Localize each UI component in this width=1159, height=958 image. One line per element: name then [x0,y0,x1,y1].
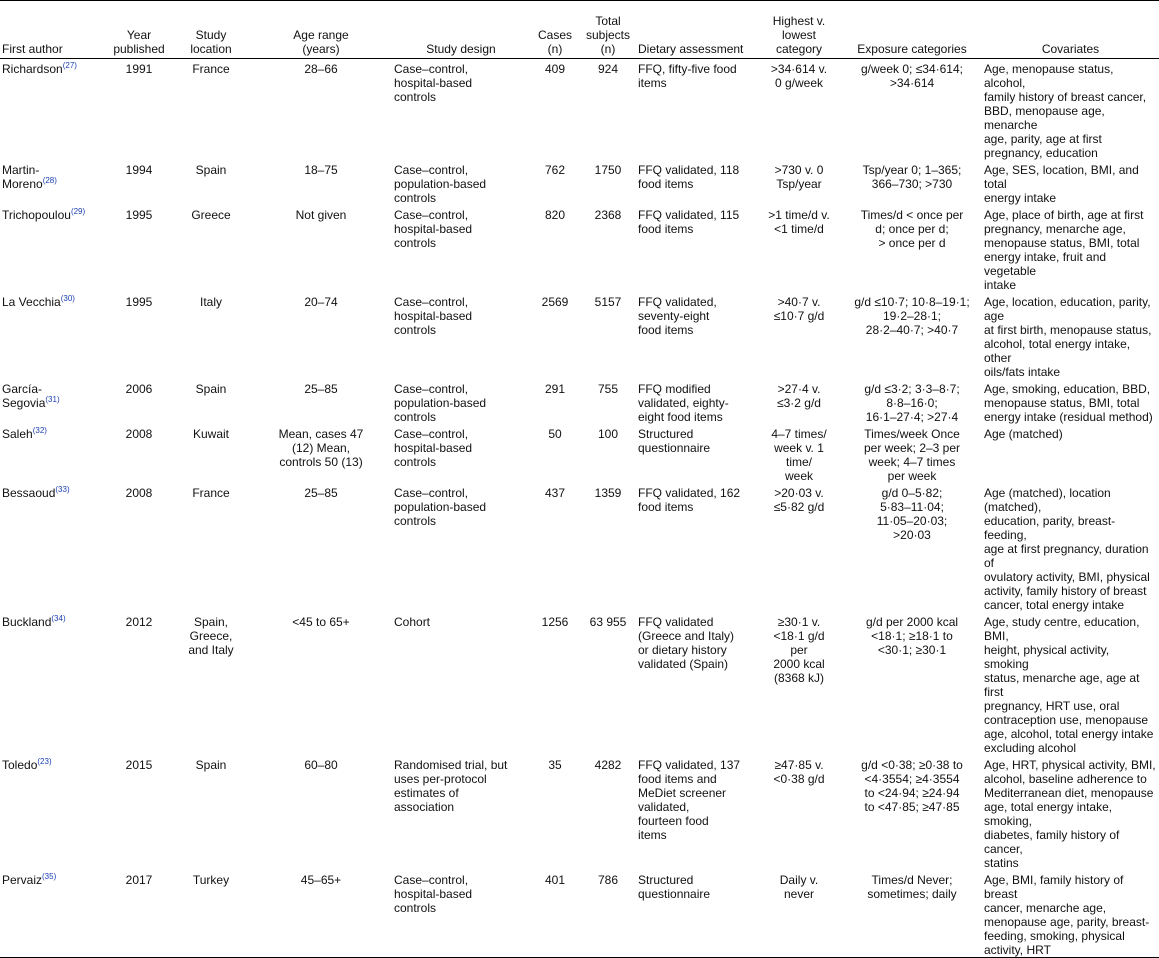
header-highest-lowest: Highest v. lowest category [756,1,842,59]
dietary-assessment-cell: FFQ validated, 162 food items [638,486,741,514]
covariates-cell: Age, study centre, education, BMI, height, physical activity, smoking status, menarche age, age at first pregnancy, HRT use, oral contraception use, menopause age, alcohol, total energy intake excluding alcohol [984,615,1154,755]
year-cell: 1995 [125,295,153,309]
author-name: Saleh [2,427,33,441]
reference-link[interactable]: (28) [42,176,57,185]
author-cell [0,755,106,870]
covariates-cell: Age, HRT, physical activity, BMI, alcohol, baseline adherence to Mediterranean diet, menopause age, total energy intake, smoking, diabetes, family history of cancer, statins [984,758,1156,870]
table-row [0,870,1159,958]
exposure-categories-cell: g/d ≤10·7; 10·8–19·1; 19·2–28·1; 28·2–40·7; >40·7 [854,295,970,337]
dietary-assessment-cell: FFQ validated, 115 food items [638,208,740,236]
dietary-assessment-cell: FFQ validated (Greece and Italy) or dietary history validated (Spain) [638,615,735,671]
covariates-cell: Age, place of birth, age at first pregnancy, menarche age, menopause status, BMI, total energy intake, fruit and vegetable intake [984,208,1144,292]
table-row [0,379,1159,424]
year-cell: 2008 [125,427,153,441]
highest-lowest-cell: >20·03 v. ≤5·82 g/d [773,486,825,514]
exposure-categories-cell: g/d ≤3·2; 3·3–8·7; 8·8–16·0; 16·1–27·4; >27·4 [864,382,960,424]
author-cell [0,59,106,161]
highest-lowest-cell: >1 time/d v. <1 time/d [768,208,830,236]
highest-lowest-cell: Daily v. never [756,870,842,958]
exposure-categories-cell: g/d <0·38; ≥0·38 to <4·3554; ≥4·3554 to <24·94; ≥24·94 to <47·85; ≥47·85 [861,758,963,814]
year-cell: 2012 [125,615,153,629]
age-range-cell: Not given [295,208,347,222]
author-name: Bessaoud [2,486,56,500]
reference-link[interactable]: (27) [62,61,77,70]
cases-cell: 762 [544,163,566,177]
author-cell [0,612,106,755]
age-range-cell: 60–80 [304,758,338,772]
study-design-cell: Case–control, population-based controls [394,382,487,424]
table-row [0,292,1159,379]
reference-link[interactable]: (33) [55,485,70,494]
table-row [0,424,1159,483]
table-row [0,160,1159,205]
study-design-cell: Case–control, hospital-based controls [392,870,530,958]
total-subjects-cell: 1750 [594,163,622,177]
year-cell: 2017 [106,870,172,958]
study-design-cell: Case–control, hospital-based controls [394,62,473,104]
age-range-cell: 25–85 [304,486,338,500]
author-name: Toledo [2,758,38,772]
header-exposure: Exposure categories [842,1,982,59]
location-cell: France [192,486,230,500]
header-study-design: Study design [392,1,530,59]
cases-cell: 35 [548,758,562,772]
exposure-categories-cell: Times/d < once per d; once per d; > once per d [860,208,964,250]
total-subjects-cell: 63 955 [589,615,627,629]
highest-lowest-cell: >27·4 v. ≤3·2 g/d [777,382,821,410]
highest-lowest-cell: ≥30·1 v. <18·1 g/d per 2000 kcal (8368 kJ) [773,615,825,685]
dietary-assessment-cell: Structured questionnaire [636,870,756,958]
year-cell: 2006 [125,382,153,396]
age-range-cell: <45 to 65+ [292,615,350,629]
exposure-categories-cell: g/week 0; ≤34·614; >34·614 [861,62,963,90]
author-cell [0,292,106,379]
study-design-cell: Randomised trial, but uses per-protocol estimates of association [394,758,508,814]
location-cell: Italy [199,295,222,309]
reference-link[interactable]: (30) [60,294,75,303]
author-name: García- Segovia [2,382,46,410]
covariates-cell: Age, BMI, family history of breast cancer, menarche age, menopause age, parity, breast- feeding, smoking, physical activity, HRT [982,870,1159,958]
age-range-cell: 25–85 [304,382,338,396]
year-cell: 1994 [125,163,153,177]
exposure-categories-cell: Tsp/year 0; 1–365; 366–730; >730 [862,163,962,191]
total-subjects-cell: 1359 [594,486,622,500]
total-subjects-cell: 4282 [594,758,622,772]
covariates-cell: Age (matched), location (matched), education, parity, breast-feeding, age at first pregnancy, duration of ovulatory activity, BMI, physical activity, family history of breast cancer, total energy intake [984,486,1150,612]
location-cell: Greece [191,208,231,222]
author-cell [0,379,106,424]
header-age-range: Age range (years) [250,1,392,59]
covariates-cell: Age (matched) [984,427,1063,441]
age-range-cell: 45–65+ [250,870,392,958]
study-design-cell: Case–control, population-based controls [394,486,487,528]
header-location: Study location [172,1,250,59]
dietary-assessment-cell: Structured questionnaire [638,427,711,455]
covariates-cell: Age, SES, location, BMI, and total energy intake [984,163,1139,205]
reference-link[interactable]: (35) [42,872,57,881]
exposure-categories-cell: Times/d Never; sometimes; daily [842,870,982,958]
header-cases: Cases (n) [530,1,580,59]
table-row [0,59,1159,161]
location-cell: Turkey [172,870,250,958]
header-first-author: First author [0,1,106,59]
exposure-categories-cell: Times/week Once per week; 2–3 per week; 4–7 times per week [863,427,961,483]
dietary-assessment-cell: FFQ validated, 137 food items and MeDiet screener validated, fourteen food items [638,758,741,842]
total-subjects-cell: 100 [597,427,619,441]
cases-cell: 401 [530,870,580,958]
covariates-cell: Age, location, education, parity, age at first birth, menopause status, alcohol, total energy intake, other oils/fats intake [984,295,1152,379]
location-cell: Spain, Greece, and Italy [188,615,234,657]
author-name: Trichopoulou [2,208,71,222]
cases-cell: 409 [544,62,566,76]
table-row [0,755,1159,870]
dietary-assessment-cell: FFQ modified validated, eighty- eight food items [638,382,729,424]
table-row [0,483,1159,612]
total-subjects-cell: 786 [580,870,636,958]
year-cell: 1995 [125,208,153,222]
cases-cell: 50 [548,427,562,441]
age-range-cell: Mean, cases 47 (12) Mean, controls 50 (13) [278,427,364,469]
header-row [0,1,1159,59]
cases-cell: 1256 [541,615,569,629]
cases-cell: 291 [544,382,566,396]
reference-link[interactable]: (32) [32,426,47,435]
author-name: Richardson [2,62,63,76]
table-row [0,612,1159,755]
highest-lowest-cell: >40·7 v. ≤10·7 g/d [773,295,825,323]
location-cell: Kuwait [192,427,230,441]
reference-link[interactable]: (23) [37,757,52,766]
location-cell: Spain [195,382,227,396]
total-subjects-cell: 755 [597,382,619,396]
dietary-assessment-cell: FFQ, fifty-five food items [638,62,737,90]
covariates-cell: Age, smoking, education, BBD, menopause status, BMI, total energy intake (residual method) [984,382,1153,424]
author-cell [0,424,106,483]
age-range-cell: 18–75 [304,163,338,177]
total-subjects-cell: 2368 [594,208,622,222]
header-total-subjects: Total subjects (n) [580,1,636,59]
location-cell: France [192,62,230,76]
total-subjects-cell: 924 [597,62,619,76]
study-design-cell: Case–control, hospital-based controls [394,427,473,469]
dietary-assessment-cell: FFQ validated, seventy-eight food items [638,295,717,337]
exposure-categories-cell: g/d per 2000 kcal <18·1; ≥18·1 to <30·1; ≥30·1 [865,615,959,657]
author-name: Pervaiz [2,873,43,887]
highest-lowest-cell: 4–7 times/ week v. 1 time/ week [771,427,827,483]
covariates-cell: Age, menopause status, alcohol, family history of breast cancer, BBD, menopause age, menarche age, parity, age at first pregnancy, education [984,62,1147,160]
header-covariates: Covariates [982,1,1159,59]
exposure-categories-cell: g/d 0–5·82; 5·83–11·04; 11·05–20·03; >20·03 [876,486,948,542]
reference-link[interactable]: (34) [51,614,66,623]
author-cell [0,205,106,292]
reference-link[interactable]: (31) [45,395,60,404]
cases-cell: 2569 [541,295,569,309]
header-dietary-assessment: Dietary assessment [636,1,756,59]
year-cell: 2008 [125,486,153,500]
total-subjects-cell: 5157 [594,295,622,309]
study-design-cell: Cohort [394,615,431,629]
highest-lowest-cell: ≥47·85 v. <0·38 g/d [773,758,825,786]
author-cell [0,483,106,612]
study-design-cell: Case–control, population-based controls [394,163,487,205]
age-range-cell: 20–74 [304,295,338,309]
location-cell: Spain [195,163,227,177]
author-name: Martin- Moreno [2,163,43,191]
author-cell [0,870,106,958]
reference-link[interactable]: (29) [70,207,86,216]
age-range-cell: 28–66 [304,62,338,76]
author-name: La Vecchia [2,295,61,309]
highest-lowest-cell: >730 v. 0 Tsp/year [774,163,824,191]
dietary-assessment-cell: FFQ validated, 118 food items [638,163,740,191]
table-row [0,205,1159,292]
author-cell [0,160,106,205]
study-design-cell: Case–control, hospital-based controls [394,208,473,250]
highest-lowest-cell: >34·614 v. 0 g/week [770,62,828,90]
year-cell: 1991 [125,62,153,76]
location-cell: Spain [195,758,227,772]
cases-cell: 437 [544,486,566,500]
year-cell: 2015 [125,758,153,772]
author-name: Buckland [2,615,52,629]
study-design-cell: Case–control, hospital-based controls [394,295,473,337]
cases-cell: 820 [544,208,566,222]
header-year: Year published [106,1,172,59]
